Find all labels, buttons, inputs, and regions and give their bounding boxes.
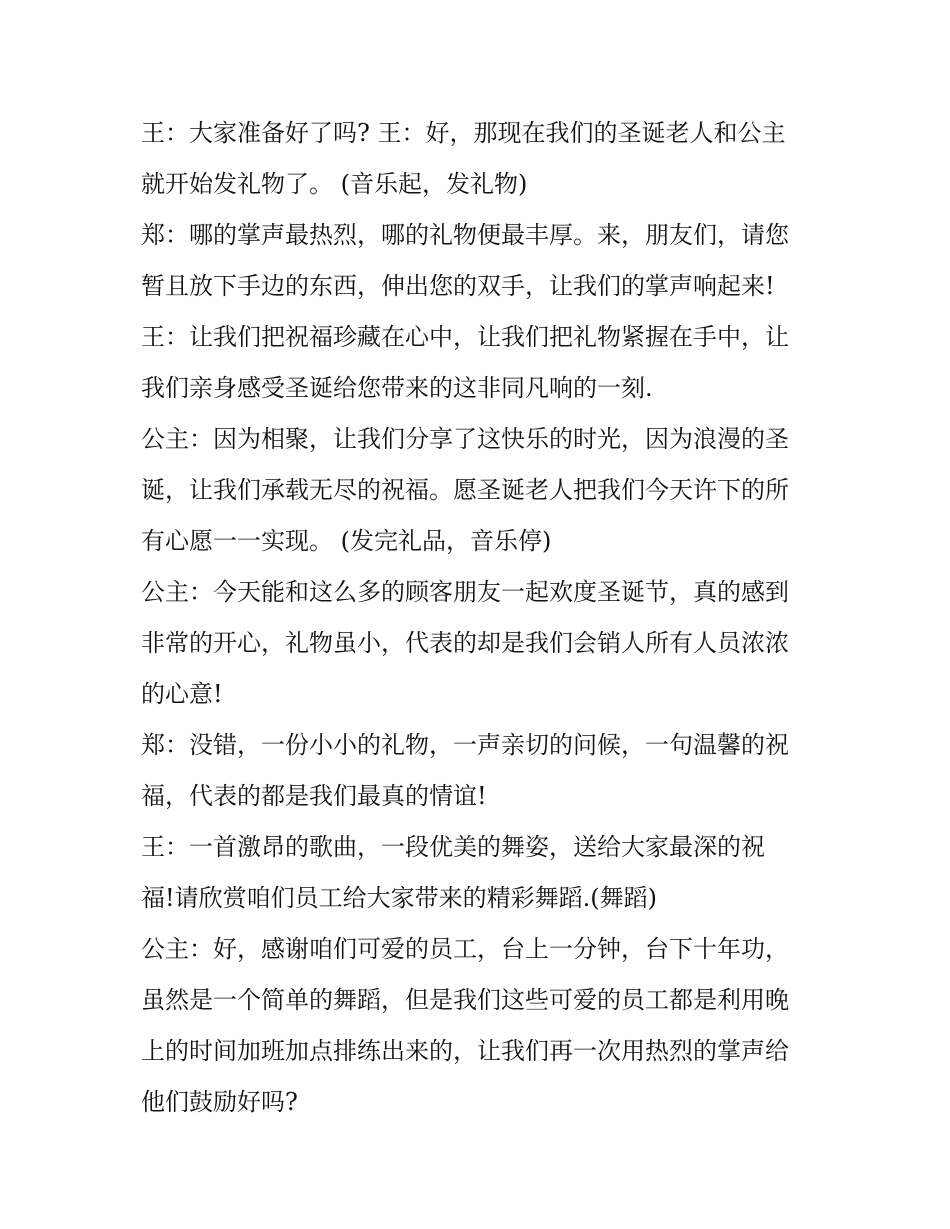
text-line: 就开始发礼物了。 (音乐起，发礼物) <box>141 170 528 198</box>
text-line: 公主：好，感谢咱们可爱的员工，台上一分钟，台下十年功， <box>141 935 789 963</box>
text-line: 王：让我们把祝福珍藏在心中，让我们把礼物紧握在手中，让 <box>141 323 789 351</box>
text-line: 郑：没错，一份小小的礼物，一声亲切的问候，一句温馨的祝 <box>141 731 789 759</box>
text-line: 我们亲身感受圣诞给您带来的这非同凡响的一刻. <box>141 374 653 402</box>
text-line: 有心愿一一实现。 (发完礼品，音乐停) <box>141 527 552 555</box>
text-line: 诞，让我们承载无尽的祝福。愿圣诞老人把我们今天许下的所 <box>141 476 789 504</box>
text-line: 公主：今天能和这么多的顾客朋友一起欢度圣诞节，真的感到 <box>141 578 789 606</box>
text-line: 公主：因为相聚，让我们分享了这快乐的时光，因为浪漫的圣 <box>141 425 789 453</box>
text-line: 他们鼓励好吗? <box>141 1088 298 1116</box>
text-line: 暂且放下手边的东西，伸出您的双手，让我们的掌声响起来! <box>141 272 775 300</box>
text-line: 郑：哪的掌声最热烈，哪的礼物便最丰厚。来，朋友们，请您 <box>141 221 789 249</box>
document-body <box>141 108 821 1128</box>
text-line: 福，代表的都是我们最真的情谊! <box>141 782 487 810</box>
text-line: 的心意! <box>141 680 223 708</box>
text-line: 上的时间加班加点排练出来的，让我们再一次用热烈的掌声给 <box>141 1037 789 1065</box>
text-line: 非常的开心，礼物虽小，代表的却是我们会销人所有人员浓浓 <box>141 629 789 657</box>
text-line: 福!请欣赏咱们员工给大家带来的精彩舞蹈.(舞蹈) <box>141 884 657 912</box>
text-line: 虽然是一个简单的舞蹈，但是我们这些可爱的员工都是利用晚 <box>141 986 789 1014</box>
text-line: 王：一首激昂的歌曲，一段优美的舞姿，送给大家最深的祝 <box>141 833 765 861</box>
text-line: 王：大家准备好了吗? 王：好，那现在我们的圣诞老人和公主 <box>141 119 786 147</box>
